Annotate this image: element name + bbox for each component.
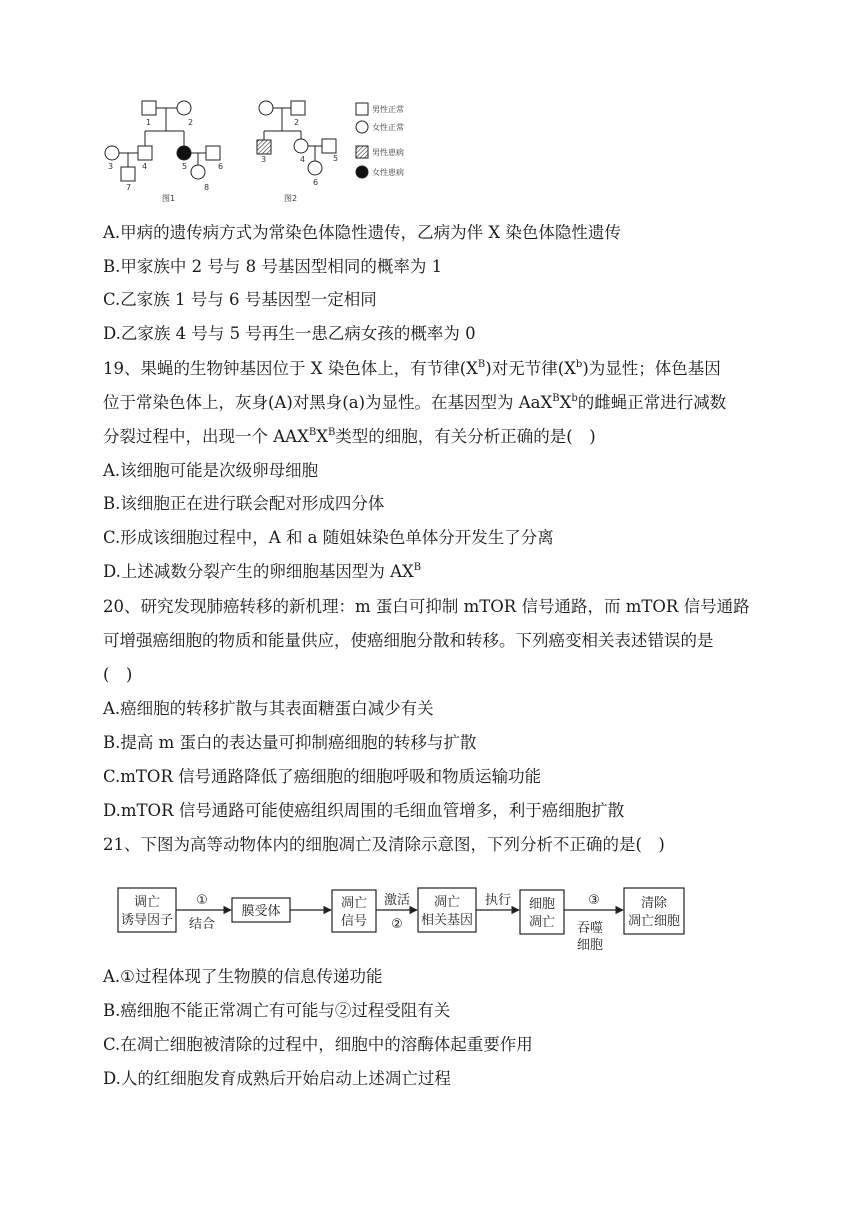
pedigree2-affected-male-3 xyxy=(257,140,271,154)
q20-stem-line-1: 20、研究发现肺癌转移的新机理：m 蛋白可抑制 mTOR 信号通路，而 mTOR 信号通路 xyxy=(103,597,750,616)
legend-male-affected-icon xyxy=(356,146,368,158)
pedigree1-label-2: 2 xyxy=(188,118,194,127)
pedigree1-female-8 xyxy=(191,165,205,179)
flow-box-genes-line-2: 相关基因 xyxy=(420,913,474,928)
pedigree1-affected-female-5 xyxy=(177,146,191,160)
pedigree2-label-3: 3 xyxy=(261,155,267,164)
q18-option-d: D.乙家族 4 号与 5 号再生一患乙病女孩的概率为 0 xyxy=(103,324,476,343)
legend-label-female-normal: 女性正常 xyxy=(372,123,404,132)
legend-female-affected-icon xyxy=(356,166,368,178)
q18-option-a: A.甲病的遗传病方式为常染色体隐性遗传，乙病为伴 X 染色体隐性遗传 xyxy=(103,223,621,242)
q19-stem-line-3: 分裂过程中，出现一个 $AAX^BX^B$类型的细胞，有关分析正确的是( ) xyxy=(103,427,596,446)
flow-box-clearance-line-2: 凋亡细胞 xyxy=(627,914,681,929)
pedigree1-male-7 xyxy=(121,167,135,181)
flow-arrow-5-bottom-label-2: 细胞 xyxy=(576,938,604,953)
flow-arrow-4-top-label: 执行 xyxy=(484,893,512,908)
q21-option-d: D.人的红细胞发育成熟后开始启动上述凋亡过程 xyxy=(103,1069,451,1088)
pedigree2-label-2: 2 xyxy=(294,118,300,127)
flow-box-signal-line-1: 凋亡 xyxy=(340,896,368,911)
q19-stem-line-2: 位于常染色体上，灰身(A)对黑身(a)为显性。在基因型为 $AaX^BX^b$的雌蝇正常进行减数 xyxy=(103,393,727,412)
pedigree1-female-3 xyxy=(105,146,119,160)
pedigree1-label-1: 1 xyxy=(146,118,152,127)
pedigree1-male-1 xyxy=(142,101,156,115)
legend-label-male-normal: 男性正常 xyxy=(372,105,404,114)
pedigree2-female-1 xyxy=(259,101,273,115)
pedigree1-male-6 xyxy=(206,146,220,160)
q19-option-c: C.形成该细胞过程中，A 和 a 随姐妹染色单体分开发生了分离 xyxy=(103,528,554,547)
pedigree1-caption: 图1 xyxy=(162,194,176,203)
flow-arrow-1-bottom-label: 结合 xyxy=(188,917,216,932)
flow-arrow-5-bottom-label-1: 吞噬 xyxy=(576,921,604,936)
legend-female-normal-icon xyxy=(356,121,368,133)
flow-arrow-3-top-label: 激活 xyxy=(383,893,411,908)
pedigree2-label-4: 4 xyxy=(300,155,306,164)
q21-option-a: A.①过程体现了生物膜的信息传递功能 xyxy=(103,967,383,986)
pedigree1-label-5: 5 xyxy=(182,162,188,171)
legend-label-female-affected: 女性患病 xyxy=(372,168,404,177)
pedigree1-label-3: 3 xyxy=(108,162,114,171)
q21-stem: 21、下图为高等动物体内的细胞凋亡及清除示意图，下列分析不正确的是( ) xyxy=(103,835,665,854)
q19-stem-line-1: 19、果蝇的生物钟基因位于 X 染色体上，有节律$(X^B)$对无节律$(X^b)$为显性；体色基因 xyxy=(103,359,721,378)
pedigree1-label-6: 6 xyxy=(218,162,224,171)
flow-box-apoptosis-line-2: 凋亡 xyxy=(528,915,556,930)
q18-option-c: C.乙家族 1 号与 6 号基因型一定相同 xyxy=(103,290,377,309)
pedigree2-label-6: 6 xyxy=(313,178,319,187)
pedigree1-female-2 xyxy=(177,101,191,115)
q21-option-b: B.癌细胞不能正常凋亡有可能与②过程受阻有关 xyxy=(103,1001,451,1020)
q20-option-a: A.癌细胞的转移扩散与其表面糖蛋白减少有关 xyxy=(103,699,434,718)
q20-option-d: D.mTOR 信号通路可能使癌组织周围的毛细血管增多，利于癌细胞扩散 xyxy=(103,801,625,820)
flow-arrow-1-top-label: ① xyxy=(196,893,208,908)
legend-male-normal-icon xyxy=(356,103,368,115)
q18-option-b: B.甲家族中 2 号与 8 号基因型相同的概率为 1 xyxy=(103,257,443,276)
pedigree1-label-8: 8 xyxy=(204,183,210,192)
pedigree2-female-4 xyxy=(294,139,308,153)
pedigree1-label-7: 7 xyxy=(126,183,132,192)
pedigree2-female-6 xyxy=(308,161,322,175)
pedigree2-label-5: 5 xyxy=(333,154,339,163)
pedigree2-caption: 图2 xyxy=(284,194,298,203)
flow-box-signal-line-2: 信号 xyxy=(340,914,368,929)
flow-arrow-5-top-label: ③ xyxy=(588,893,600,908)
flow-box-inducer-line-2: 诱导因子 xyxy=(120,913,174,928)
apoptosis-flow-diagram xyxy=(110,880,700,960)
flow-box-genes-line-1: 凋亡 xyxy=(433,895,461,910)
flow-box-apoptosis-line-1: 细胞 xyxy=(528,897,556,912)
flow-box-inducer-line-1: 调亡 xyxy=(133,895,161,910)
pedigree2-male-2 xyxy=(291,101,305,115)
q19-option-a: A.该细胞可能是次级卵母细胞 xyxy=(103,461,319,480)
q19-option-d: D.上述减数分裂产生的卵细胞基因型为 $AX^B$ xyxy=(103,562,422,581)
q19-option-b: B.该细胞正在进行联会配对形成四分体 xyxy=(103,494,385,513)
q20-stem-line-2: 可增强癌细胞的物质和能量供应，使癌细胞分散和转移。下列癌变相关表述错误的是 xyxy=(103,631,714,650)
flow-box-clearance-line-1: 清除 xyxy=(640,896,668,911)
pedigree-figure xyxy=(100,95,430,207)
pedigree2-male-5 xyxy=(322,139,336,153)
flow-arrow-3-bottom-label: ② xyxy=(391,917,403,932)
q20-stem-line-3: ( ) xyxy=(103,665,133,684)
pedigree1-male-4 xyxy=(138,146,152,160)
pedigree1-label-4: 4 xyxy=(142,162,148,171)
q20-option-c: C.mTOR 信号通路降低了癌细胞的细胞呼吸和物质运输功能 xyxy=(103,767,542,786)
q20-option-b: B.提高 m 蛋白的表达量可抑制癌细胞的转移与扩散 xyxy=(103,733,477,752)
flow-box-receptor-label: 膜受体 xyxy=(241,904,281,919)
q21-option-c: C.在凋亡细胞被清除的过程中，细胞中的溶酶体起重要作用 xyxy=(103,1035,533,1054)
legend-label-male-affected: 男性患病 xyxy=(372,148,404,157)
